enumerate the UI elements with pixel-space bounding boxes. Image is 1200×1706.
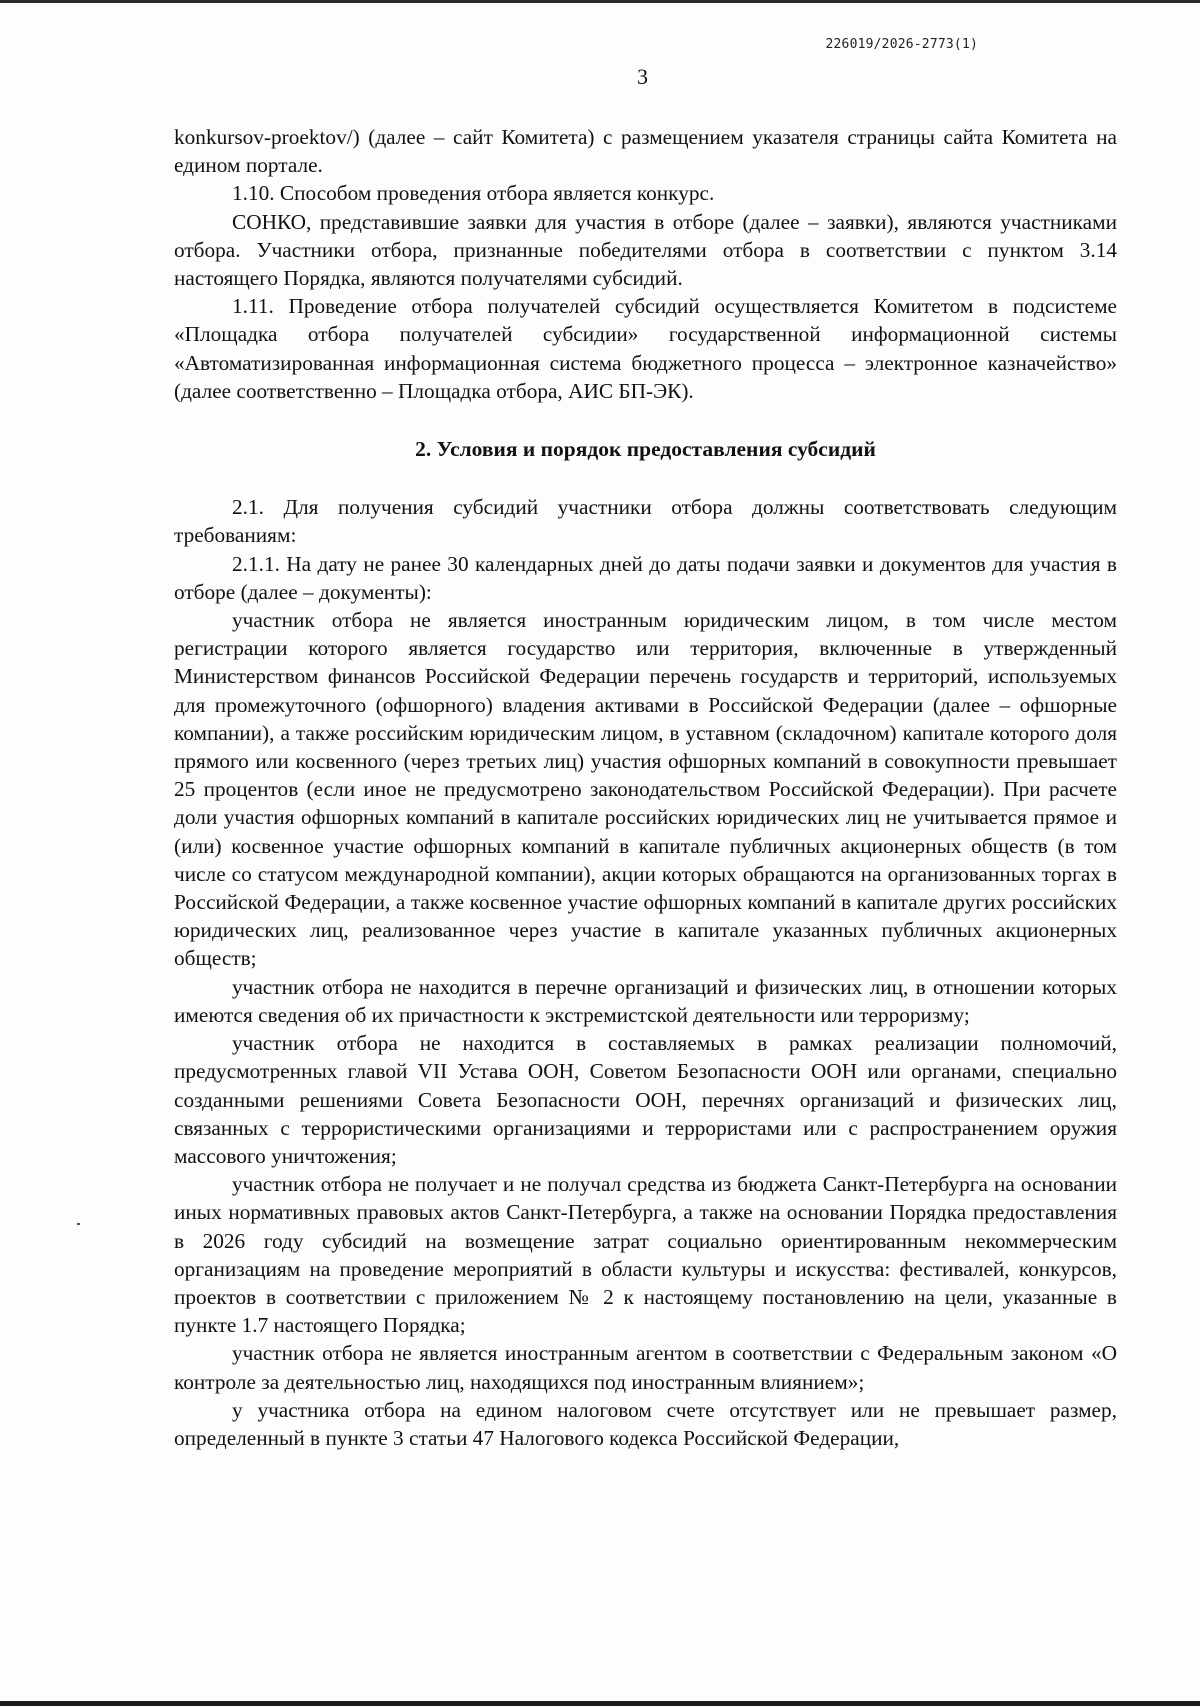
scan-top-border [0,0,1200,3]
requirement-foreign-agent: участник отбора не является иностранным агентом в соответствии с Федеральным законом «О контроле за деятельностью лиц, находящихся под иностранным влиянием»; [174,1341,1117,1394]
section-heading: 2. Условия и порядок предоставления субсидий [415,437,876,462]
scan-bottom-border [0,1701,1200,1706]
paragraph-2-1: 2.1. Для получения субсидий участники отбора должны соответствовать следующим требованиям: [174,495,1117,548]
paragraph-1-11: 1.11. Проведение отбора получателей субсидий осуществляется Комитетом в подсистеме «Площадка отбора получателей субсидии» государственной информационной системы «Автоматизированная информационная система бюджетного процесса – электронное казначейство» (далее соответственно – Площадка отбора, АИС БП-ЭК). [174,294,1117,403]
scan-artifact [77,1223,80,1225]
document-body [174,123,1117,1452]
requirement-offshore: участник отбора не является иностранным юридическим лицом, в том числе местом регистрации которого является государство или территория, включенные в утвержденный Министерством финансов Российской Федерации перечень государств и территорий, используемых для промежуточного (офшорного) владения активами в Российской Федерации (далее – офшорные компании), а также российским юридическим лицом, в уставном (складочном) капитале которого доля прямого или косвенного (через третьих лиц) участия офшорных компаний в совокупности превышает 25 процентов (если иное не предусмотрено законодательством Российской Федерации). При расчете доли участия офшорных компаний в капитале российских юридических лиц не учитывается прямое и (или) косвенное участие офшорных компаний в капитале публичных акционерных обществ (в том числе со статусом международной компании), акции которых обращаются на организованных торгах в Российской Федерации, а также косвенное участие офшорных компаний в капитале других российских юридических лиц, реализованное через участие в капитале указанных публичных акционерных обществ; [174,608,1117,971]
document-registration-number: 226019/2026-2773(1) [825,37,978,52]
requirement-tax-account: у участника отбора на едином налоговом счете отсутствует или не превышает размер, определенный в пункте 3 статьи 47 Налогового кодекса Российской Федерации, [174,1397,1117,1450]
paragraph-1-10: 1.10. Способом проведения отбора является конкурс. [232,181,715,206]
paragraph-continuation: konkursov-proektov/) (далее – сайт Комитета) с размещением указателя страницы сайта Комитета на едином портале. [174,125,1117,178]
requirement-extremism: участник отбора не находится в перечне организаций и физических лиц, в отношении которых имеются сведения об их причастности к экстремистской деятельности или терроризму; [174,974,1117,1027]
requirement-budget-funds: участник отбора не получает и не получал средства из бюджета Санкт-Петербурга на основании иных нормативных правовых актов Санкт-Петербурга, а также на основании Порядка предоставления в 2026 году субсидий на возмещение затрат социально ориентированным некоммерческим организациям на проведение мероприятий в области культуры и искусства: фестивалей, конкурсов, проектов в соответствии с приложением № 2 к настоящему постановлению на цели, указанные в пункте 1.7 настоящего Порядка; [174,1172,1117,1338]
paragraph-sonko: СОНКО, представившие заявки для участия в отборе (далее – заявки), являются участниками отбора. Участники отбора, признанные победителями отбора в соответствии с пунктом 3.14 настоящего Порядка, являются получателями субсидий. [174,209,1117,291]
requirement-un-lists: участник отбора не находится в составляемых в рамках реализации полномочий, предусмотренных главой VII Устава ООН, Советом Безопасности ООН или органами, специально созданными решениями Совета Безопасности ООН, перечнях организаций и физических лиц, связанных с террористическими организациями и террористами или с распространением оружия массового уничтожения; [174,1031,1117,1168]
paragraph-2-1-1: 2.1.1. На дату не ранее 30 календарных дней до даты подачи заявки и документов для участия в отборе (далее – документы): [174,551,1117,604]
page-number: 3 [637,64,648,89]
